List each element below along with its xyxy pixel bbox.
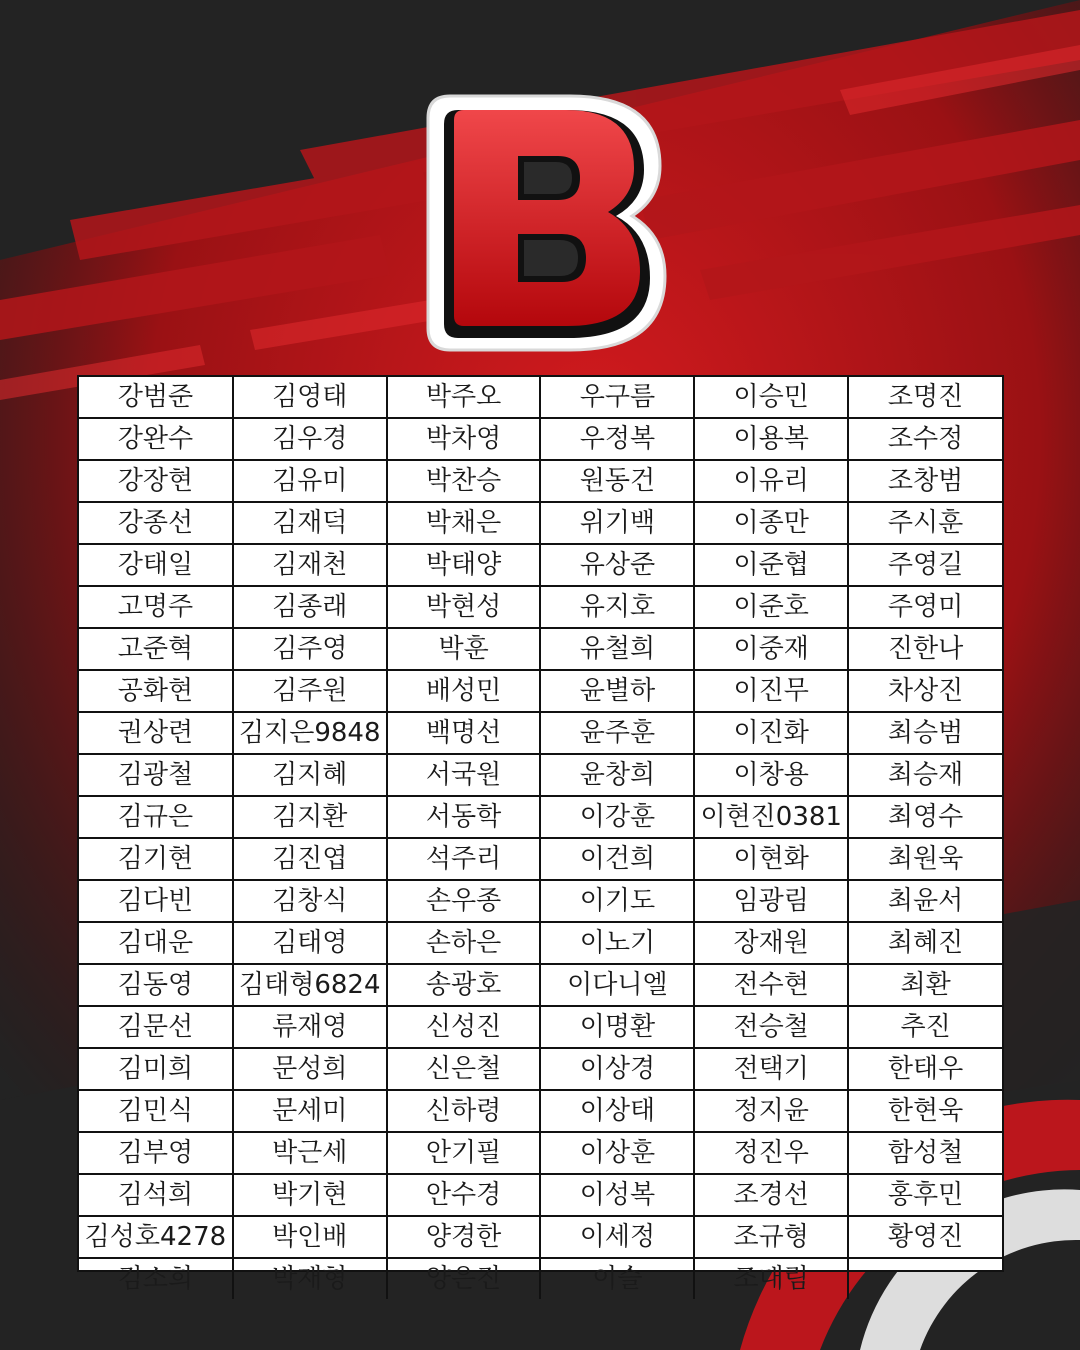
name-cell: 위기백 (540, 502, 694, 544)
name-cell: 김동영 (79, 964, 233, 1006)
name-cell: 김문선 (79, 1006, 233, 1048)
name-cell: 조수정 (848, 418, 1002, 460)
table-row (79, 1132, 1002, 1174)
name-cell: 이다니엘 (540, 964, 694, 1006)
name-cell: 이창용 (694, 754, 848, 796)
name-cell: 김재천 (233, 544, 387, 586)
name-cell: 안기필 (387, 1132, 541, 1174)
name-cell: 이상태 (540, 1090, 694, 1132)
name-cell: 이현화 (694, 838, 848, 880)
name-cell: 김영태 (233, 377, 387, 418)
name-cell: 이용복 (694, 418, 848, 460)
name-cell: 조경선 (694, 1174, 848, 1216)
name-cell: 김지혜 (233, 754, 387, 796)
name-cell: 이상경 (540, 1048, 694, 1090)
table-row (79, 1216, 1002, 1258)
name-cell: 유철희 (540, 628, 694, 670)
name-cell: 박찬승 (387, 460, 541, 502)
name-cell: 윤주훈 (540, 712, 694, 754)
name-cell: 이명환 (540, 1006, 694, 1048)
name-cell: 최원욱 (848, 838, 1002, 880)
name-cell: 조명진 (848, 377, 1002, 418)
name-cell: 이중재 (694, 628, 848, 670)
name-cell: 김다빈 (79, 880, 233, 922)
name-cell: 석주리 (387, 838, 541, 880)
name-cell: 김주원 (233, 670, 387, 712)
table-row (79, 964, 1002, 1006)
name-cell: 우정복 (540, 418, 694, 460)
name-cell: 강완수 (79, 418, 233, 460)
table-row (79, 1006, 1002, 1048)
name-cell: 이유리 (694, 460, 848, 502)
table-row (79, 1090, 1002, 1132)
name-cell: 강종선 (79, 502, 233, 544)
name-cell: 김성호4278 (79, 1216, 233, 1258)
name-cell: 백명선 (387, 712, 541, 754)
name-cell: 우구름 (540, 377, 694, 418)
name-cell: 김진엽 (233, 838, 387, 880)
name-cell: 김태형6824 (233, 964, 387, 1006)
table-row (79, 586, 1002, 628)
name-cell: 장재원 (694, 922, 848, 964)
name-cell: 김주영 (233, 628, 387, 670)
table-row (79, 377, 1002, 418)
name-cell: 이세정 (540, 1216, 694, 1258)
name-cell: 정지윤 (694, 1090, 848, 1132)
table-row (79, 712, 1002, 754)
name-cell: 주영길 (848, 544, 1002, 586)
name-cell: 서국원 (387, 754, 541, 796)
name-cell: 이종만 (694, 502, 848, 544)
name-cell: 유지호 (540, 586, 694, 628)
name-cell: 김종래 (233, 586, 387, 628)
name-cell: 김소희 (79, 1258, 233, 1299)
name-cell: 서동학 (387, 796, 541, 838)
name-cell: 김석희 (79, 1174, 233, 1216)
letter-badge-b (420, 88, 670, 356)
roster-body (79, 377, 1002, 1299)
name-cell: 김기현 (79, 838, 233, 880)
table-row (79, 628, 1002, 670)
name-cell: 조창범 (848, 460, 1002, 502)
name-cell: 손우종 (387, 880, 541, 922)
name-cell: 김규은 (79, 796, 233, 838)
name-cell: 신성진 (387, 1006, 541, 1048)
name-cell: 신은철 (387, 1048, 541, 1090)
name-cell: 이준호 (694, 586, 848, 628)
name-cell: 김미희 (79, 1048, 233, 1090)
name-cell: 홍후민 (848, 1174, 1002, 1216)
name-cell: 차상진 (848, 670, 1002, 712)
name-cell: 김태영 (233, 922, 387, 964)
name-cell: 양경한 (387, 1216, 541, 1258)
name-cell: 주영미 (848, 586, 1002, 628)
name-cell: 안수경 (387, 1174, 541, 1216)
name-cell: 최혜진 (848, 922, 1002, 964)
name-cell: 김우경 (233, 418, 387, 460)
name-cell: 최승재 (848, 754, 1002, 796)
name-cell: 전수현 (694, 964, 848, 1006)
name-cell: 박채은 (387, 502, 541, 544)
name-cell: 김재덕 (233, 502, 387, 544)
name-cell: 임광림 (694, 880, 848, 922)
name-cell: 박훈 (387, 628, 541, 670)
name-cell: 배성민 (387, 670, 541, 712)
name-cell: 김유미 (233, 460, 387, 502)
name-cell (848, 1258, 1002, 1299)
name-cell: 최영수 (848, 796, 1002, 838)
name-cell: 김민식 (79, 1090, 233, 1132)
name-cell: 강장현 (79, 460, 233, 502)
name-cell: 한태우 (848, 1048, 1002, 1090)
name-cell: 이건희 (540, 838, 694, 880)
name-cell: 박태양 (387, 544, 541, 586)
name-cell: 권상련 (79, 712, 233, 754)
table-row (79, 502, 1002, 544)
name-cell: 한현욱 (848, 1090, 1002, 1132)
name-cell: 유상준 (540, 544, 694, 586)
name-cell: 이노기 (540, 922, 694, 964)
name-cell: 최승범 (848, 712, 1002, 754)
name-cell: 이상훈 (540, 1132, 694, 1174)
name-cell: 문성희 (233, 1048, 387, 1090)
name-cell: 전택기 (694, 1048, 848, 1090)
table-row (79, 922, 1002, 964)
name-cell: 손하은 (387, 922, 541, 964)
name-cell: 함성철 (848, 1132, 1002, 1174)
name-cell: 주시훈 (848, 502, 1002, 544)
name-cell: 이기도 (540, 880, 694, 922)
name-cell: 조규형 (694, 1216, 848, 1258)
table-row (79, 418, 1002, 460)
name-cell: 이슬 (540, 1258, 694, 1299)
name-cell: 최윤서 (848, 880, 1002, 922)
name-cell: 송광호 (387, 964, 541, 1006)
name-cell: 박차영 (387, 418, 541, 460)
name-cell: 박기현 (233, 1174, 387, 1216)
name-cell: 전승철 (694, 1006, 848, 1048)
name-cell: 이진무 (694, 670, 848, 712)
name-cell: 고명주 (79, 586, 233, 628)
name-cell: 박근세 (233, 1132, 387, 1174)
name-cell: 박주오 (387, 377, 541, 418)
name-cell: 윤창희 (540, 754, 694, 796)
table-row (79, 838, 1002, 880)
table-row (79, 670, 1002, 712)
name-cell: 공화현 (79, 670, 233, 712)
table-row (79, 1174, 1002, 1216)
name-cell: 이현진0381 (694, 796, 848, 838)
name-cell: 이승민 (694, 377, 848, 418)
table-row (79, 544, 1002, 586)
name-cell: 추진 (848, 1006, 1002, 1048)
name-cell: 김부영 (79, 1132, 233, 1174)
name-cell: 신하령 (387, 1090, 541, 1132)
table-row (79, 754, 1002, 796)
name-cell: 조대림 (694, 1258, 848, 1299)
name-cell: 이성복 (540, 1174, 694, 1216)
name-cell: 윤별하 (540, 670, 694, 712)
name-cell: 진한나 (848, 628, 1002, 670)
table-row (79, 880, 1002, 922)
table-row (79, 796, 1002, 838)
name-cell: 이준협 (694, 544, 848, 586)
name-cell: 김대운 (79, 922, 233, 964)
name-cell: 강태일 (79, 544, 233, 586)
name-cell: 원동건 (540, 460, 694, 502)
name-cell: 고준혁 (79, 628, 233, 670)
name-cell: 김지환 (233, 796, 387, 838)
table-row (79, 1048, 1002, 1090)
name-cell: 류재영 (233, 1006, 387, 1048)
name-roster-table (77, 375, 1004, 1294)
name-cell: 박인배 (233, 1216, 387, 1258)
name-cell: 양은진 (387, 1258, 541, 1299)
name-cell: 이진화 (694, 712, 848, 754)
name-cell: 최환 (848, 964, 1002, 1006)
name-cell: 박재형 (233, 1258, 387, 1299)
name-cell: 황영진 (848, 1216, 1002, 1258)
name-cell: 문세미 (233, 1090, 387, 1132)
name-cell: 강범준 (79, 377, 233, 418)
name-cell: 김창식 (233, 880, 387, 922)
name-cell: 정진우 (694, 1132, 848, 1174)
name-cell: 이강훈 (540, 796, 694, 838)
table-row (79, 460, 1002, 502)
name-cell: 박현성 (387, 586, 541, 628)
name-cell: 김광철 (79, 754, 233, 796)
table-row (79, 1258, 1002, 1299)
name-cell: 김지은9848 (233, 712, 387, 754)
